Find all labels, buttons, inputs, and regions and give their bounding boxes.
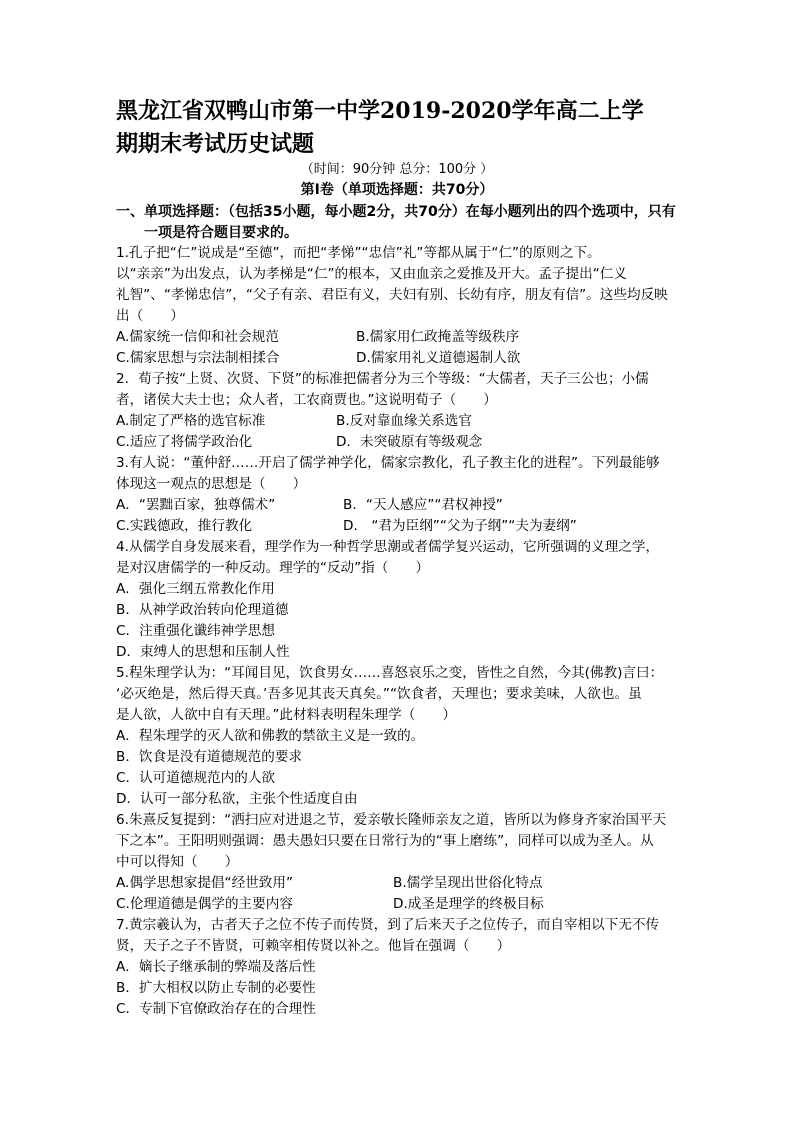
- question-2-line-2: 者，诸侯大夫士也；众人者，工农商贾也。”这说明荀子（ ）: [116, 392, 497, 408]
- question-1-option-b[interactable]: B.儒家用仁政掩盖等级秩序: [356, 329, 520, 345]
- question-4-option-b[interactable]: B．从神学政治转向伦理道德: [116, 602, 289, 618]
- question-1-stem: [116, 243, 686, 327]
- question-1-option-a[interactable]: A.儒家统一信仰和社会规范: [116, 329, 279, 345]
- question-3-option-d[interactable]: D. “君为臣纲”“父为子纲”“夫为妻纲”: [343, 518, 577, 534]
- question-7-stem: [116, 915, 686, 957]
- question-2-stem: [116, 369, 686, 411]
- question-4-option-d[interactable]: D．束缚人的思想和压制人性: [116, 644, 290, 660]
- question-4-line-1: 4.从儒学自身发展来看，理学作为一种哲学思潮或者儒学复兴运动，它所强调的义理之学，: [116, 539, 660, 555]
- question-1-line-1: 1.孔子把“仁”说成是“至德”，而把“孝悌”“忠信”礼”等都从属于“仁”的原则之下。: [116, 245, 601, 261]
- question-7-option-b[interactable]: B．扩大相权以防止专制的必要性: [116, 980, 316, 996]
- section-heading: [116, 202, 686, 244]
- part-title: 第Ⅰ卷（单项选择题：共70分）: [300, 182, 494, 198]
- question-3-option-c[interactable]: C.实践德政，推行教化: [116, 518, 253, 534]
- question-2-option-d[interactable]: D．未突破原有等级观念: [336, 434, 483, 450]
- question-3-stem: [116, 453, 686, 495]
- question-6-line-3: 中可以得知（ ）: [116, 854, 239, 870]
- question-2-option-c[interactable]: C.适应了将儒学政治化: [116, 434, 253, 450]
- question-4-stem: [116, 537, 686, 579]
- question-1-line-4: 出（ ）: [116, 308, 184, 324]
- question-7-option-c[interactable]: C．专制下官僚政治存在的合理性: [116, 1001, 316, 1017]
- question-2-line-1: 2．荀子按“上贤、次贤、下贤”的标准把儒者分为三个等级：“大儒者，天子三公也；小儒: [116, 371, 649, 387]
- question-4-line-2: 是对汉唐儒学的一种反动。理学的“反动”指（ ）: [116, 560, 430, 576]
- question-1-line-2: 以“亲亲”为出发点，认为孝梯是“仁”的根本，又由血亲之爱推及开大。孟子提出“仁义: [116, 266, 627, 282]
- question-4-option-a[interactable]: A．强化三纲五常教化作用: [116, 581, 275, 597]
- question-3-option-b[interactable]: B．“天人感应”“君权神授”: [343, 497, 503, 513]
- question-3-option-a[interactable]: A．“罢黜百家，独尊儒术”: [116, 497, 276, 513]
- section-heading-line-2: 一项是符合题目要求的。: [144, 225, 298, 241]
- question-5-line-1: 5.程朱理学认为：“耳闻目见，饮食男女……喜怒哀乐之变，皆性之自然，今其(佛教)言曰：: [116, 665, 664, 681]
- exam-info: （时间：90分钟 总分：100分 ）: [300, 162, 494, 177]
- question-5-line-3: 是人欲，人欲中自有天理。”此材料表明程朱理学（ ）: [116, 707, 457, 723]
- question-6-option-c[interactable]: C.伦理道德是偶学的主要内容: [116, 896, 293, 912]
- question-2-option-b[interactable]: B.反对靠血缘关系选官: [336, 413, 472, 429]
- question-6-option-a[interactable]: A.偶学思想家提倡“经世致用”: [116, 875, 293, 891]
- question-4-option-c[interactable]: C．注重强化谶纬神学思想: [116, 623, 276, 639]
- question-6-option-d[interactable]: D.成圣是理学的终极目标: [393, 896, 544, 912]
- question-5-option-c[interactable]: C．认可道德规范内的人欲: [116, 770, 276, 786]
- question-5-option-a[interactable]: A．程朱理学的灭人欲和佛教的禁欲主义是一致的。: [116, 728, 425, 744]
- title-line-1: 黑龙江省双鸭山市第一中学2019-2020学年高二上学: [116, 98, 644, 124]
- title-line-2: 期期末考试历史试题: [116, 131, 315, 157]
- question-6-line-2: 下之本”。王阳明则强调：愚夫愚妇只要在日常行为的“事上磨练”，同样可以成为圣人。从: [116, 833, 654, 849]
- question-5-option-b[interactable]: B．饮食是没有道德规范的要求: [116, 749, 303, 765]
- question-6-stem: [116, 810, 686, 873]
- question-3-line-2: 体现这一观点的思想是（ ）: [116, 476, 307, 492]
- question-5-option-d[interactable]: D．认可一部分私欲，主张个性适度自由: [116, 791, 358, 807]
- question-7-option-a[interactable]: A．嫡长子继承制的弊端及落后性: [116, 959, 316, 975]
- question-3-line-1: 3.有人说：“董仲舒……开启了儒学神学化，儒家宗教化，孔子教主化的进程”。下列最能够: [116, 455, 660, 471]
- exam-title: [116, 95, 686, 161]
- question-1-option-d[interactable]: D.儒家用礼义道德遏制人欲: [356, 350, 521, 366]
- section-heading-line-1: 一、单项选择题：（包括35小题，每小题2分，共70分）在每小题列出的四个选项中，只有: [116, 204, 676, 220]
- question-2-option-a[interactable]: A.制定了严格的选官标准: [116, 413, 266, 429]
- question-7-line-2: 贤，天子之子不皆贤，可赖宰相传贤以补之。他旨在强调（ ）: [116, 938, 511, 954]
- question-5-stem: [116, 663, 686, 726]
- question-1-line-3: 礼智”、“孝悌忠信”，“父子有亲、君臣有义，夫妇有别、长幼有序，朋友有信”。这些均反映: [116, 287, 668, 303]
- question-6-option-b[interactable]: B.儒学呈现出世俗化特点: [393, 875, 543, 891]
- question-5-line-2: ‘必灭绝是，然后得天真。’吾多见其丧天真矣。”“饮食者，天理也；要求美味，人欲也。虽: [116, 686, 642, 702]
- question-1-option-c[interactable]: C.儒家思想与宗法制相揉合: [116, 350, 280, 366]
- question-6-line-1: 6.朱熹反复提到：“洒扫应对进退之节，爱亲敬长隆师亲友之道，皆所以为修身齐家治国平天: [116, 812, 667, 828]
- question-7-line-1: 7.黄宗羲认为，古者天子之位不传子而传贤，到了后来天子之位传子，而自宰相以下无不传: [116, 917, 660, 933]
